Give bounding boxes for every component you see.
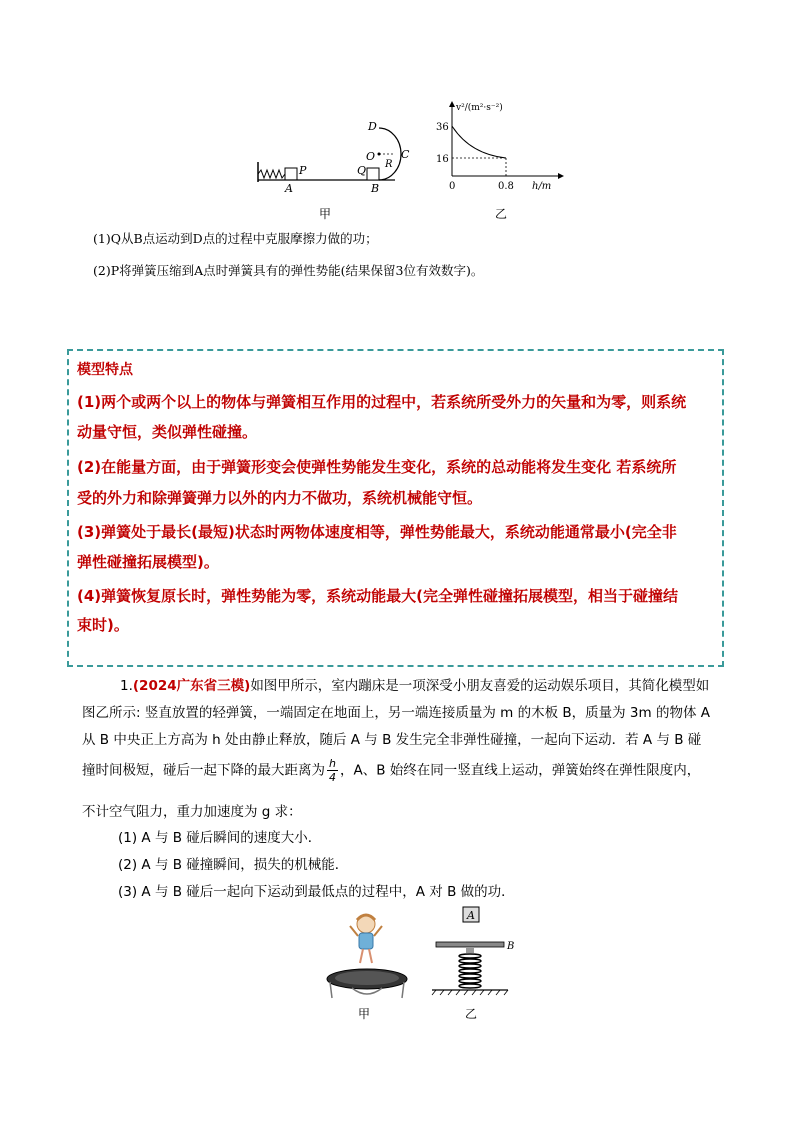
y-tick-36: 36 [436,122,449,133]
x-axis-label: h/m [532,181,552,192]
label-D: D [368,120,377,133]
box-line-7: (4)弹簧恢复原长时，弹性势能为零，系统动能最大(完全弹性碰撞拓展模型，相当于碰撞结 [77,587,679,605]
spring-model-diagram [428,904,518,1000]
sub-question-2: (2) A 与 B 碰撞瞬间，损失的机械能． [118,857,349,873]
problem-line-4 [82,757,700,784]
label-P: P [299,164,307,177]
y-axis-label: v²/(m²·s⁻²) [456,103,503,113]
box-title: 模型特点 [77,362,133,378]
figure1-left [255,110,415,210]
figure1-left-caption: 甲 [319,207,332,221]
box-line-4: 受的外力和除弹簧弹力以外的内力不做功，系统机械能守恒。 [77,489,483,507]
problem-line1-text: 如图甲所示，室内蹦床是一项深受小朋友喜爱的运动娱乐项目，其简化模型如 [250,678,710,694]
question-1: (1)Q从B点运动到D点的过程中克服摩擦力做的功； [93,231,378,246]
y-tick-16: 16 [436,154,449,165]
trampoline-figure [322,908,412,1004]
plate-B-label: B [507,941,515,952]
sub-question-1: (1) A 与 B 碰后瞬间的速度大小． [118,830,322,846]
label-B: B [371,182,380,195]
x-tick-0: 0 [449,181,456,192]
fraction-numerator: h [329,757,336,770]
problem-line4b: ，A、B 始终在同一竖直线上运动，弹簧始终在弹性限度内， [339,762,701,779]
label-R: R [385,159,393,170]
problem-line-2: 图乙所示: 竖直放置的轻弹簧，一端固定在地面上，另一端连接质量为 m 的木板 B，质量为 3m 的物体 A [82,705,710,721]
question-2: (2)P将弹簧压缩到A点时弹簧具有的弹性势能(结果保留3位有效数字)。 [93,263,484,278]
problem-line4a: 撞时间极短，碰后一起下降的最大距离为 [82,762,325,779]
fraction-denominator: 4 [328,771,336,784]
spring-model-figure [428,904,518,1000]
label-O: O [366,150,376,163]
fraction [327,757,338,784]
figure1-right [430,98,570,198]
figure2-right-caption: 乙 [465,1007,478,1021]
box-line-5: (3)弹簧处于最长(最短)状态时两物体速度相等，弹性势能最大，系统动能通常最小(完全非 [77,523,677,541]
box-line-8: 束时)。 [77,616,129,634]
trampoline-illustration [322,908,412,1004]
sub-question-3: (3) A 与 B 碰后一起向下运动到最低点的过程中，A 对 B 做的功． [118,884,515,900]
problem-source: (2024广东省三模) [132,678,251,694]
box-line-2: 动量守恒，类似弹性碰撞。 [77,423,258,441]
box-line-6: 弹性碰撞拓展模型)。 [77,553,219,571]
block-A-label: A [467,909,475,922]
track-diagram [255,110,415,210]
problem-line-3: 从 B 中央正上方高为 h 处由静止释放，随后 A 与 B 发生完全非弹性碰撞，一起向下运动．若 A 与 B 碰 [82,732,702,748]
problem-line-1 [120,674,709,694]
problem-line-5: 不计空气阻力，重力加速度为 g 求： [82,804,302,820]
v2-h-graph [430,98,570,198]
label-Q: Q [357,164,367,177]
label-C: C [401,148,410,161]
box-line-1: (1)两个或两个以上的物体与弹簧相互作用的过程中，若系统所受外力的矢量和为零，则系统 [77,393,687,411]
figure1-right-caption: 乙 [495,207,508,221]
label-A: A [285,182,293,195]
problem-number: 1. [120,678,133,694]
figure2-left-caption: 甲 [358,1007,371,1021]
model-features-box [67,349,724,667]
x-tick-08: 0.8 [498,181,514,192]
box-line-3: (2)在能量方面，由于弹簧形变会使弹性势能发生变化，系统的总动能将发生变化 若系统所 [77,458,677,476]
